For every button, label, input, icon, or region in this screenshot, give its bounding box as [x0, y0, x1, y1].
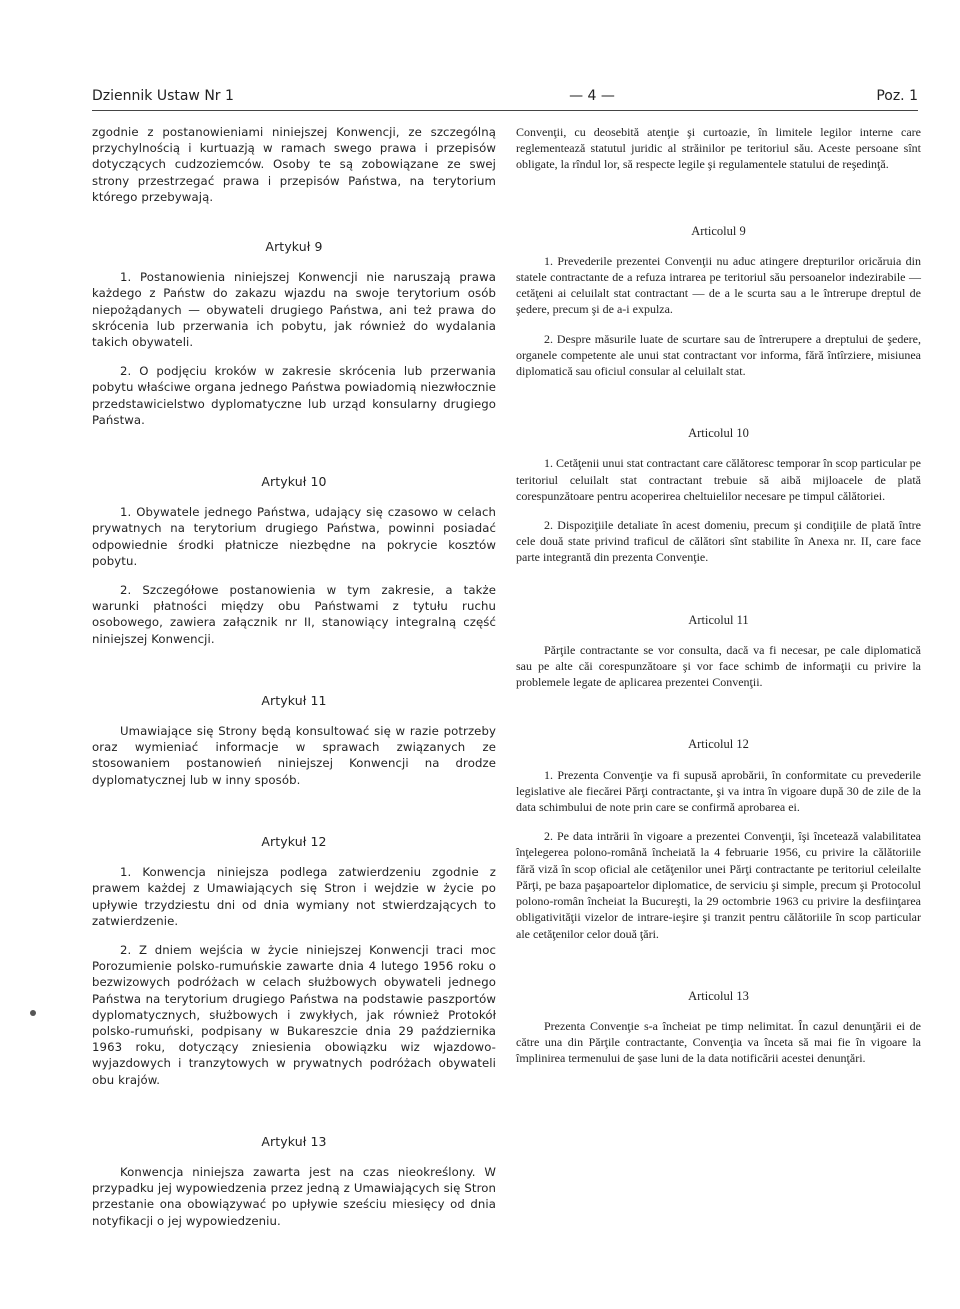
polish-column	[92, 124, 496, 1229]
romanian-art11-title: Articolul 11	[688, 612, 749, 627]
margin-dot	[30, 1010, 36, 1016]
polish-art11-p1: Umawiające się Strony będą konsultować się w razie potrzeby oraz wymieniać informacje w sprawach związanych ze stosowaniem postanowień niniejszej Konwencji na drodze dyplomatycznej lub w inny sposób.	[92, 724, 496, 787]
polish-art11-title: Artykuł 11	[261, 692, 327, 708]
romanian-art13-title: Articolul 13	[688, 988, 749, 1003]
romanian-art9-p1: 1. Prevederile prezentei Convenţii nu aduc atingere drepturilor oricăruia din statele contractante de a refuza intrarea pe teritoriul său persoanelor indezirabile — cetăţeni ai celuilalt stat contractant — de a le scurta sau a le întrerupe dreptul de şedere, precum şi de a-i expulza.	[516, 253, 921, 317]
romanian-art9-title: Articolul 9	[691, 223, 746, 238]
position-number: Poz. 1	[876, 88, 918, 104]
polish-art12-p1: 1. Konwencja niniejsza podlega zatwierdzeniu zgodnie z prawem każdej z Umawiających się Stron i wejdzie w życie po upływie trzydziestu dni od dnia wymiany not stwierdzających to zatwierdzenie.	[92, 865, 496, 928]
romanian-art12-p2: 2. Pe data intrării în vigoare a prezentei Convenţii, îşi încetează valabilitatea înţelegerea polono-română încheiată la 4 februarie 1956, cu privire la călătoriile fără viză în scop oficial ale cetăţenilor unei Părţi contractante pe teritoriul celeilalte Părţi, pe baza paşapoartelor diplomatice, de serviciu şi simple, precum şi Protocolul polono-român încheiat la Bucureşti, la 29 octombrie 1963 cu privire la desfiinţarea obligativităţii vizelor de intrare-ieşire şi tranzit pentru călătoriile în scop particular ale cetăţenilor celor două ţări.	[516, 829, 921, 941]
polish-intro: zgodnie z postanowieniami niniejszej Konwencji, ze szczególną przychylnością i kurtuazją w ramach swego prawa i przepisów dotyczących cudzoziemców. Osoby te są zobowiązane ze swej strony przestrzegać prawa i przepisów Państwa, na terytorium którego przebywają.	[92, 125, 496, 204]
romanian-art12-p1: 1. Prezenta Convenţie va fi supusă aprobării, în conformitate cu prevederile legislative ale fiecărei Părţi contractante, şi va intra în vigoare după 30 de zile de la data schimbului de note prin care se confirmă aprobarea ei.	[516, 767, 921, 815]
polish-art9-p2: 2. O podjęciu kroków w zakresie skrócenia lub przerwania pobytu właściwe organa jednego Państwa powiadomią niezwłocznie przedstawicielstwo dyplomatyczne lub urząd konsularny drugiego Państwa.	[92, 364, 496, 427]
page-number: — 4 —	[569, 88, 615, 104]
romanian-intro: Convenţii, cu deosebită atenţie şi curtoazie, în limitele legilor interne care reglementează statutul juridic al străinilor pe teritoriul său. Aceste persoane sînt obligate, la rîndul lor, să respecte legile şi regulamentele statului de reşedinţă.	[516, 125, 921, 172]
journal-title: Dziennik Ustaw Nr 1	[92, 88, 234, 104]
polish-art10-p1: 1. Obywatele jednego Państwa, udający się czasowo w celach prywatnych na terytorium drugiego Państwa, powinni posiadać odpowiednie środki płatnicze niezbędne na pokrycie kosztów pobytu.	[92, 505, 496, 568]
polish-art9-p1: 1. Postanowienia niniejszej Konwencji nie naruszają prawa każdego z Państw do zakazu wjazdu na swoje terytorium osób niepożądanych — obywateli drugiego Państwa, ani też prawa do skrócenia lub przerwania ich pobytu, jak również do wydalania takich obywateli.	[92, 270, 496, 350]
polish-art9-title: Artykuł 9	[265, 239, 323, 255]
polish-art13-p1: Konwencja niniejsza zawarta jest na czas nieokreślony. W przypadku jej wypowiedzenia przez jedną z Umawiających się Stron przestanie ona obowiązywać po upływie sześciu miesięcy od dnia notyfikacji o jej wypowiedzeniu.	[92, 1164, 496, 1228]
romanian-art9-p2: 2. Despre măsurile luate de scurtare sau de întrerupere a dreptului de şedere, organele competente ale unui stat contractant vor informa, fără întîrziere, misiunea diplomatică sau oficiul consular al celuilalt stat.	[516, 331, 921, 379]
romanian-art10-p2: 2. Dispoziţiile detaliate în acest domeniu, precum şi condiţiile de plată între cele două state privind traficul de călători sînt stabilite în Anexa nr. II, care face parte integrantă din prezenta Convenţie.	[516, 518, 921, 565]
romanian-art10-p1: 1. Cetăţenii unui stat contractant care călătoresc temporar în scop particular pe teritoriul celuilalt stat contractant trebuie să aibă mijloacele de plată corespunzătoare pentru acoperirea cheltuielilor necesare pe timpul călătoriei.	[516, 456, 921, 503]
romanian-art13-p1: Prezenta Convenţie s-a încheiat pe timp nelimitat. În cazul denunţării ei de către una din Părţile contractante, Convenţia va înceta să mai fie în vigoare la împlinirea termenului de şase luni de la data notificării acestei denunţări.	[516, 1018, 921, 1066]
polish-art12-p2: 2. Z dniem wejścia w życie niniejszej Konwencji traci moc Porozumienie polsko-rumuńskie zawarte dnia 4 lutego 1956 roku o bezwizowych podróżach w celach służbowych obywateli jednego Państwa na terytorium drugiego Państwa na podstawie paszportów dyplomatycznych, służbowych i zwykłych, jak również Protokół polsko-rumuński, podpisany w Bukareszcie dnia 29 października 1963 roku, dotyczący zniesienia obowiązku wiz wjazdowo-wyjazdowych i tranzytowych w prywatnych podróżach obywateli obu krajów.	[92, 942, 496, 1087]
polish-art13-title: Artykuł 13	[261, 1133, 327, 1149]
romanian-art12-title: Articolul 12	[688, 737, 749, 752]
polish-art12-title: Artykuł 12	[261, 833, 327, 849]
polish-art10-p2: 2. Szczegółowe postanowienia w tym zakresie, a także warunki płatności między obu Państwami z tytułu ruchu osobowego, zawiera załącznik nr II, stanowiący integralną część niniejszej Konwencji.	[92, 583, 496, 646]
romanian-art11-p1: Părţile contractante se vor consulta, dacă va fi necesar, pe cale diplomatică sau pe alte căi corespunzătoare şi vor face schimb de informaţii cu privire la problemele legate de aplicarea prezentei Convenţii.	[516, 642, 921, 690]
page-header	[92, 86, 918, 111]
romanian-column	[516, 124, 921, 1067]
romanian-art10-title: Articolul 10	[688, 426, 749, 441]
polish-art10-title: Artykuł 10	[261, 474, 327, 490]
